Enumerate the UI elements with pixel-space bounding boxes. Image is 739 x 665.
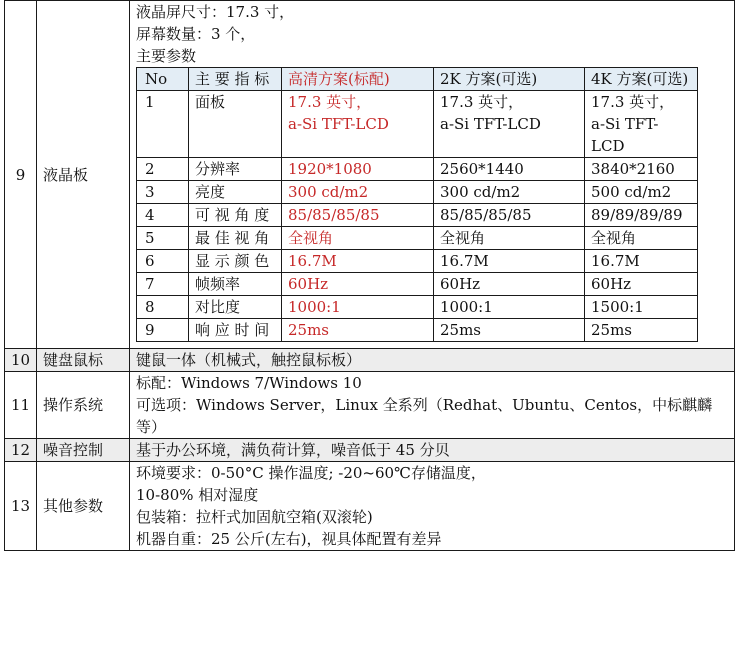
row-number: 10 <box>5 349 37 372</box>
param-2k-value: 16.7M <box>434 250 585 273</box>
content-line: 基于办公环境，满负荷计算，噪音低于 45 分贝 <box>136 441 450 459</box>
param-metric: 可 视 角 度 <box>189 204 282 227</box>
param-no: 3 <box>137 181 189 204</box>
row-content <box>130 439 735 462</box>
content-line: 10-80% 相对湿度 <box>136 486 259 504</box>
param-no: 5 <box>137 227 189 250</box>
param-no: 2 <box>137 158 189 181</box>
param-hd-value: 全视角 <box>282 227 434 250</box>
param-hd-value: 1000:1 <box>282 296 434 319</box>
param-row <box>137 319 698 342</box>
content-line: 包装箱：拉杆式加固航空箱(双滚轮) <box>136 508 373 526</box>
header-no: No <box>137 68 189 91</box>
content-line: 环境要求：0-50°C 操作温度; -20~60℃存储温度， <box>136 464 486 482</box>
intro-line: 液晶屏尺寸：17.3 寸， <box>136 3 295 21</box>
row-number: 9 <box>5 1 37 349</box>
param-row <box>137 158 698 181</box>
param-metric: 对比度 <box>189 296 282 319</box>
header-2k-plan: 2K 方案(可选) <box>434 68 585 91</box>
param-row <box>137 181 698 204</box>
param-hd-value: 25ms <box>282 319 434 342</box>
param-2k-value: 全视角 <box>434 227 585 250</box>
row-name: 键盘鼠标 <box>37 349 130 372</box>
param-metric: 亮度 <box>189 181 282 204</box>
param-2k-value: 17.3 英寸， a-Si TFT-LCD <box>434 91 585 158</box>
param-metric: 显 示 颜 色 <box>189 250 282 273</box>
param-hd-value: 300 cd/m2 <box>282 181 434 204</box>
row-name: 其他参数 <box>37 462 130 551</box>
param-hd-value: 85/85/85/85 <box>282 204 434 227</box>
param-2k-value: 300 cd/m2 <box>434 181 585 204</box>
param-metric: 最 佳 视 角 <box>189 227 282 250</box>
param-4k-value: 89/89/89/89 <box>585 204 698 227</box>
param-4k-value: 3840*2160 <box>585 158 698 181</box>
param-4k-value: 17.3 英寸， a-Si TFT-LCD <box>585 91 698 158</box>
row-content <box>130 372 735 439</box>
row-name: 噪音控制 <box>37 439 130 462</box>
param-row <box>137 204 698 227</box>
param-metric: 响 应 时 间 <box>189 319 282 342</box>
param-hd-value: 60Hz <box>282 273 434 296</box>
lcd-param-table <box>136 67 698 342</box>
param-row <box>137 250 698 273</box>
param-row <box>137 296 698 319</box>
param-hd-value: 17.3 英寸， a-Si TFT-LCD <box>282 91 434 158</box>
param-2k-value: 1000:1 <box>434 296 585 319</box>
param-4k-value: 500 cd/m2 <box>585 181 698 204</box>
row-name: 液晶板 <box>37 1 130 349</box>
param-metric: 帧频率 <box>189 273 282 296</box>
param-4k-value: 60Hz <box>585 273 698 296</box>
row-number: 11 <box>5 372 37 439</box>
param-no: 7 <box>137 273 189 296</box>
content-line: 键鼠一体（机械式，触控鼠标板） <box>136 351 362 369</box>
spec-row-13 <box>5 462 735 551</box>
param-4k-value: 全视角 <box>585 227 698 250</box>
param-2k-value: 25ms <box>434 319 585 342</box>
row-number: 12 <box>5 439 37 462</box>
param-row <box>137 91 698 158</box>
spec-row-10 <box>5 349 735 372</box>
param-no: 1 <box>137 91 189 158</box>
param-hd-value: 1920*1080 <box>282 158 434 181</box>
param-metric: 分辨率 <box>189 158 282 181</box>
param-metric: 面板 <box>189 91 282 158</box>
param-no: 8 <box>137 296 189 319</box>
param-row <box>137 227 698 250</box>
header-hd-plan: 高清方案(标配) <box>282 68 434 91</box>
param-no: 9 <box>137 319 189 342</box>
param-hd-value: 16.7M <box>282 250 434 273</box>
param-4k-value: 25ms <box>585 319 698 342</box>
header-metric: 主 要 指 标 <box>189 68 282 91</box>
intro-line: 屏幕数量：3 个， <box>136 25 256 43</box>
param-2k-value: 2560*1440 <box>434 158 585 181</box>
spec-table <box>4 0 735 551</box>
content-line: 可选项：Windows Server，Linux 全系列（Redhat、Ubuntu、Centos，中标麒麟等） <box>136 396 713 436</box>
param-4k-value: 1500:1 <box>585 296 698 319</box>
intro-line: 主要参数 <box>136 47 197 65</box>
param-header-row <box>137 68 698 91</box>
row-number: 13 <box>5 462 37 551</box>
param-2k-value: 60Hz <box>434 273 585 296</box>
param-no: 4 <box>137 204 189 227</box>
param-no: 6 <box>137 250 189 273</box>
header-4k-plan: 4K 方案(可选) <box>585 68 698 91</box>
param-4k-value: 16.7M <box>585 250 698 273</box>
spec-row-12 <box>5 439 735 462</box>
row-content <box>130 349 735 372</box>
row-content <box>130 1 735 349</box>
param-row <box>137 273 698 296</box>
row-name: 操作系统 <box>37 372 130 439</box>
content-line: 机器自重：25 公斤(左右)，视具体配置有差异 <box>136 530 442 548</box>
row-content <box>130 462 735 551</box>
content-line: 标配：Windows 7/Windows 10 <box>136 374 362 392</box>
param-2k-value: 85/85/85/85 <box>434 204 585 227</box>
spec-row-9 <box>5 1 735 349</box>
spec-row-11 <box>5 372 735 439</box>
